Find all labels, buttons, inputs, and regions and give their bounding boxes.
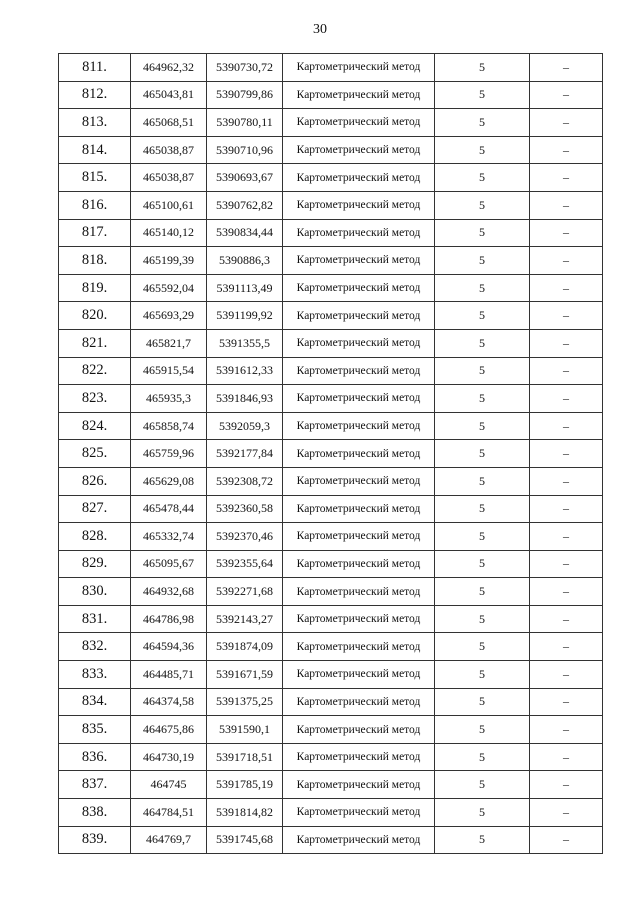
accuracy-cell: 5 <box>435 799 530 827</box>
table-row <box>59 467 603 495</box>
y-coordinate-cell: 5390730,72 <box>207 54 283 82</box>
point-number-cell: 831. <box>59 605 131 633</box>
note-cell: – <box>530 523 603 551</box>
accuracy-cell: 5 <box>435 523 530 551</box>
table-row <box>59 191 603 219</box>
note-cell: – <box>530 688 603 716</box>
method-cell: Картометрический метод <box>283 109 435 137</box>
method-cell: Картометрический метод <box>283 467 435 495</box>
method-cell: Картометрический метод <box>283 136 435 164</box>
note-cell: – <box>530 440 603 468</box>
method-cell: Картометрический метод <box>283 329 435 357</box>
y-coordinate-cell: 5391199,92 <box>207 302 283 330</box>
point-number-cell: 835. <box>59 716 131 744</box>
note-cell: – <box>530 661 603 689</box>
method-cell: Картометрический метод <box>283 274 435 302</box>
y-coordinate-cell: 5392355,64 <box>207 550 283 578</box>
point-number-cell: 838. <box>59 799 131 827</box>
x-coordinate-cell: 464745 <box>131 771 207 799</box>
x-coordinate-cell: 465095,67 <box>131 550 207 578</box>
accuracy-cell: 5 <box>435 136 530 164</box>
method-cell: Картометрический метод <box>283 799 435 827</box>
note-cell: – <box>530 743 603 771</box>
y-coordinate-cell: 5390886,3 <box>207 247 283 275</box>
table-row <box>59 219 603 247</box>
method-cell: Картометрический метод <box>283 164 435 192</box>
method-cell: Картометрический метод <box>283 412 435 440</box>
coordinates-table-body <box>59 54 603 854</box>
method-cell: Картометрический метод <box>283 771 435 799</box>
point-number-cell: 830. <box>59 578 131 606</box>
x-coordinate-cell: 464675,86 <box>131 716 207 744</box>
y-coordinate-cell: 5390710,96 <box>207 136 283 164</box>
point-number-cell: 828. <box>59 523 131 551</box>
note-cell: – <box>530 191 603 219</box>
method-cell: Картометрический метод <box>283 191 435 219</box>
y-coordinate-cell: 5391814,82 <box>207 799 283 827</box>
point-number-cell: 826. <box>59 467 131 495</box>
x-coordinate-cell: 465629,08 <box>131 467 207 495</box>
method-cell: Картометрический метод <box>283 523 435 551</box>
y-coordinate-cell: 5391355,5 <box>207 329 283 357</box>
table-row <box>59 743 603 771</box>
point-number-cell: 811. <box>59 54 131 82</box>
accuracy-cell: 5 <box>435 716 530 744</box>
accuracy-cell: 5 <box>435 302 530 330</box>
method-cell: Картометрический метод <box>283 743 435 771</box>
accuracy-cell: 5 <box>435 661 530 689</box>
point-number-cell: 836. <box>59 743 131 771</box>
note-cell: – <box>530 219 603 247</box>
note-cell: – <box>530 412 603 440</box>
x-coordinate-cell: 464962,32 <box>131 54 207 82</box>
note-cell: – <box>530 495 603 523</box>
table-row <box>59 523 603 551</box>
table-row <box>59 716 603 744</box>
note-cell: – <box>530 578 603 606</box>
accuracy-cell: 5 <box>435 495 530 523</box>
point-number-cell: 834. <box>59 688 131 716</box>
point-number-cell: 819. <box>59 274 131 302</box>
method-cell: Картометрический метод <box>283 54 435 82</box>
note-cell: – <box>530 771 603 799</box>
x-coordinate-cell: 464786,98 <box>131 605 207 633</box>
accuracy-cell: 5 <box>435 743 530 771</box>
table-row <box>59 633 603 661</box>
y-coordinate-cell: 5391375,25 <box>207 688 283 716</box>
note-cell: – <box>530 329 603 357</box>
y-coordinate-cell: 5392370,46 <box>207 523 283 551</box>
note-cell: – <box>530 385 603 413</box>
x-coordinate-cell: 465068,51 <box>131 109 207 137</box>
table-row <box>59 329 603 357</box>
point-number-cell: 824. <box>59 412 131 440</box>
table-row <box>59 661 603 689</box>
note-cell: – <box>530 54 603 82</box>
point-number-cell: 839. <box>59 826 131 854</box>
method-cell: Картометрический метод <box>283 385 435 413</box>
accuracy-cell: 5 <box>435 274 530 302</box>
table-row <box>59 385 603 413</box>
table-row <box>59 688 603 716</box>
point-number-cell: 817. <box>59 219 131 247</box>
table-row <box>59 247 603 275</box>
point-number-cell: 832. <box>59 633 131 661</box>
point-number-cell: 827. <box>59 495 131 523</box>
x-coordinate-cell: 465693,29 <box>131 302 207 330</box>
x-coordinate-cell: 465821,7 <box>131 329 207 357</box>
point-number-cell: 816. <box>59 191 131 219</box>
y-coordinate-cell: 5391113,49 <box>207 274 283 302</box>
accuracy-cell: 5 <box>435 633 530 661</box>
table-row <box>59 799 603 827</box>
x-coordinate-cell: 465199,39 <box>131 247 207 275</box>
y-coordinate-cell: 5392059,3 <box>207 412 283 440</box>
x-coordinate-cell: 465140,12 <box>131 219 207 247</box>
x-coordinate-cell: 465592,04 <box>131 274 207 302</box>
y-coordinate-cell: 5391612,33 <box>207 357 283 385</box>
note-cell: – <box>530 826 603 854</box>
accuracy-cell: 5 <box>435 578 530 606</box>
point-number-cell: 833. <box>59 661 131 689</box>
accuracy-cell: 5 <box>435 550 530 578</box>
point-number-cell: 822. <box>59 357 131 385</box>
accuracy-cell: 5 <box>435 826 530 854</box>
table-row <box>59 164 603 192</box>
note-cell: – <box>530 109 603 137</box>
note-cell: – <box>530 247 603 275</box>
note-cell: – <box>530 467 603 495</box>
point-number-cell: 815. <box>59 164 131 192</box>
method-cell: Картометрический метод <box>283 633 435 661</box>
point-number-cell: 814. <box>59 136 131 164</box>
accuracy-cell: 5 <box>435 771 530 799</box>
table-row <box>59 274 603 302</box>
point-number-cell: 823. <box>59 385 131 413</box>
accuracy-cell: 5 <box>435 54 530 82</box>
method-cell: Картометрический метод <box>283 247 435 275</box>
y-coordinate-cell: 5391874,09 <box>207 633 283 661</box>
x-coordinate-cell: 465038,87 <box>131 136 207 164</box>
y-coordinate-cell: 5390834,44 <box>207 219 283 247</box>
method-cell: Картометрический метод <box>283 661 435 689</box>
y-coordinate-cell: 5391718,51 <box>207 743 283 771</box>
table-row <box>59 412 603 440</box>
method-cell: Картометрический метод <box>283 440 435 468</box>
table-row <box>59 136 603 164</box>
point-number-cell: 825. <box>59 440 131 468</box>
x-coordinate-cell: 464374,58 <box>131 688 207 716</box>
note-cell: – <box>530 357 603 385</box>
x-coordinate-cell: 464485,71 <box>131 661 207 689</box>
y-coordinate-cell: 5391846,93 <box>207 385 283 413</box>
y-coordinate-cell: 5392271,68 <box>207 578 283 606</box>
y-coordinate-cell: 5392143,27 <box>207 605 283 633</box>
method-cell: Картометрический метод <box>283 495 435 523</box>
method-cell: Картометрический метод <box>283 302 435 330</box>
accuracy-cell: 5 <box>435 605 530 633</box>
x-coordinate-cell: 464769,7 <box>131 826 207 854</box>
table-row <box>59 81 603 109</box>
y-coordinate-cell: 5390693,67 <box>207 164 283 192</box>
x-coordinate-cell: 465043,81 <box>131 81 207 109</box>
note-cell: – <box>530 633 603 661</box>
point-number-cell: 829. <box>59 550 131 578</box>
accuracy-cell: 5 <box>435 191 530 219</box>
x-coordinate-cell: 464730,19 <box>131 743 207 771</box>
y-coordinate-cell: 5391671,59 <box>207 661 283 689</box>
table-row <box>59 109 603 137</box>
table-row <box>59 550 603 578</box>
note-cell: – <box>530 716 603 744</box>
accuracy-cell: 5 <box>435 440 530 468</box>
note-cell: – <box>530 605 603 633</box>
x-coordinate-cell: 465038,87 <box>131 164 207 192</box>
method-cell: Картометрический метод <box>283 219 435 247</box>
method-cell: Картометрический метод <box>283 357 435 385</box>
note-cell: – <box>530 81 603 109</box>
table-row <box>59 826 603 854</box>
note-cell: – <box>530 550 603 578</box>
x-coordinate-cell: 465100,61 <box>131 191 207 219</box>
table-row <box>59 605 603 633</box>
x-coordinate-cell: 465759,96 <box>131 440 207 468</box>
point-number-cell: 820. <box>59 302 131 330</box>
y-coordinate-cell: 5392177,84 <box>207 440 283 468</box>
accuracy-cell: 5 <box>435 219 530 247</box>
note-cell: – <box>530 274 603 302</box>
x-coordinate-cell: 465478,44 <box>131 495 207 523</box>
accuracy-cell: 5 <box>435 385 530 413</box>
accuracy-cell: 5 <box>435 81 530 109</box>
x-coordinate-cell: 465915,54 <box>131 357 207 385</box>
y-coordinate-cell: 5391590,1 <box>207 716 283 744</box>
y-coordinate-cell: 5390780,11 <box>207 109 283 137</box>
table-row <box>59 440 603 468</box>
table-row <box>59 495 603 523</box>
accuracy-cell: 5 <box>435 247 530 275</box>
x-coordinate-cell: 465332,74 <box>131 523 207 551</box>
table-row <box>59 302 603 330</box>
table-row <box>59 578 603 606</box>
point-number-cell: 812. <box>59 81 131 109</box>
note-cell: – <box>530 164 603 192</box>
table-row <box>59 771 603 799</box>
point-number-cell: 837. <box>59 771 131 799</box>
point-number-cell: 813. <box>59 109 131 137</box>
x-coordinate-cell: 464784,51 <box>131 799 207 827</box>
y-coordinate-cell: 5391785,19 <box>207 771 283 799</box>
note-cell: – <box>530 302 603 330</box>
y-coordinate-cell: 5390762,82 <box>207 191 283 219</box>
y-coordinate-cell: 5392360,58 <box>207 495 283 523</box>
method-cell: Картометрический метод <box>283 578 435 606</box>
y-coordinate-cell: 5391745,68 <box>207 826 283 854</box>
point-number-cell: 818. <box>59 247 131 275</box>
y-coordinate-cell: 5392308,72 <box>207 467 283 495</box>
point-number-cell: 821. <box>59 329 131 357</box>
method-cell: Картометрический метод <box>283 716 435 744</box>
table-row <box>59 357 603 385</box>
note-cell: – <box>530 799 603 827</box>
x-coordinate-cell: 464594,36 <box>131 633 207 661</box>
accuracy-cell: 5 <box>435 109 530 137</box>
accuracy-cell: 5 <box>435 164 530 192</box>
note-cell: – <box>530 136 603 164</box>
accuracy-cell: 5 <box>435 412 530 440</box>
y-coordinate-cell: 5390799,86 <box>207 81 283 109</box>
method-cell: Картометрический метод <box>283 826 435 854</box>
accuracy-cell: 5 <box>435 329 530 357</box>
x-coordinate-cell: 465935,3 <box>131 385 207 413</box>
method-cell: Картометрический метод <box>283 550 435 578</box>
accuracy-cell: 5 <box>435 357 530 385</box>
x-coordinate-cell: 464932,68 <box>131 578 207 606</box>
page-number: 30 <box>313 22 327 37</box>
method-cell: Картометрический метод <box>283 688 435 716</box>
method-cell: Картометрический метод <box>283 605 435 633</box>
accuracy-cell: 5 <box>435 467 530 495</box>
coordinates-table <box>58 53 603 854</box>
x-coordinate-cell: 465858,74 <box>131 412 207 440</box>
accuracy-cell: 5 <box>435 688 530 716</box>
table-row <box>59 54 603 82</box>
method-cell: Картометрический метод <box>283 81 435 109</box>
